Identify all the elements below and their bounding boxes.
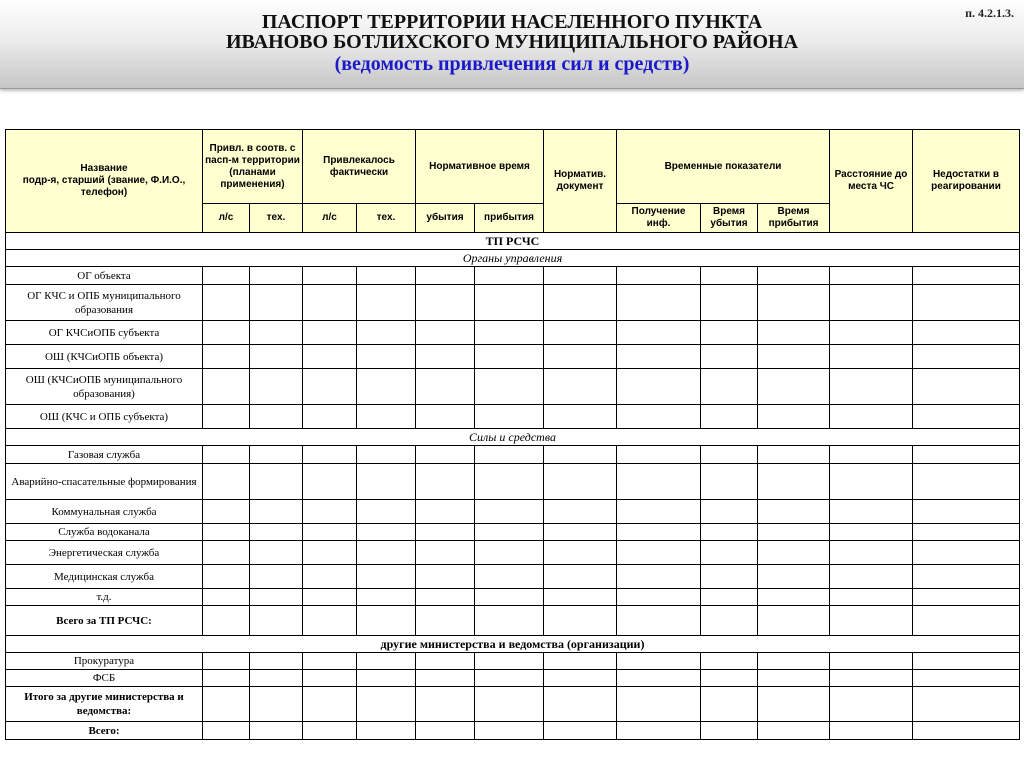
table-cell[interactable] [617,285,701,321]
table-cell[interactable] [830,722,913,740]
table-cell[interactable] [250,653,303,670]
table-cell[interactable] [416,369,475,405]
table-cell[interactable] [913,285,1020,321]
row-label: Энергетическая служба [6,541,203,565]
table-cell[interactable] [357,267,416,285]
table-cell[interactable] [913,722,1020,740]
table-cell[interactable] [475,687,544,722]
col-receive-info: Получение инф. [617,204,701,233]
table-cell[interactable] [758,285,830,321]
title-line-1: ПАСПОРТ ТЕРРИТОРИИ НАСЕЛЕННОГО ПУНКТА [261,11,763,33]
table-row [6,524,1020,541]
table-cell[interactable] [913,369,1020,405]
col-defects-header: Недостатки в реагировании [913,130,1020,233]
table-cell[interactable] [416,589,475,606]
table-cell[interactable] [701,464,758,500]
table-cell[interactable] [617,321,701,345]
table-cell[interactable] [758,606,830,636]
table-cell[interactable] [544,446,617,464]
row-label: Всего за ТП РСЧС: [6,606,203,636]
row-label: ОШ (КЧСиОПБ муниципального образования) [6,369,203,405]
table-cell[interactable] [830,285,913,321]
table-cell[interactable] [617,500,701,524]
table-cell[interactable] [758,687,830,722]
col-departure: убытия [416,204,475,233]
table-cell[interactable] [416,653,475,670]
row-label: Служба водоканала [6,524,203,541]
table-cell[interactable] [758,464,830,500]
table-row [6,565,1020,589]
table-cell[interactable] [830,653,913,670]
table-cell[interactable] [544,285,617,321]
table-cell[interactable] [544,589,617,606]
table-cell[interactable] [250,524,303,541]
table-row [6,285,1020,321]
table-cell[interactable] [617,670,701,687]
table-cell[interactable] [701,541,758,565]
table-cell[interactable] [913,405,1020,429]
table-cell[interactable] [203,565,250,589]
table-cell[interactable] [203,524,250,541]
table-row [6,321,1020,345]
table-cell[interactable] [913,670,1020,687]
table-cell[interactable] [357,541,416,565]
table-cell[interactable] [544,565,617,589]
table-cell[interactable] [758,321,830,345]
table-cell[interactable] [475,267,544,285]
table-cell[interactable] [913,446,1020,464]
table-cell[interactable] [475,321,544,345]
table-cell[interactable] [544,541,617,565]
table-cell[interactable] [416,345,475,369]
row-label: Коммунальная служба [6,500,203,524]
row-label: Итого за другие министерства и ведомства: [6,687,203,722]
table-cell[interactable] [303,589,357,606]
table-cell[interactable] [475,722,544,740]
table-cell[interactable] [303,670,357,687]
table-cell[interactable] [617,653,701,670]
table-cell[interactable] [303,369,357,405]
table-cell[interactable] [357,653,416,670]
table-cell[interactable] [544,722,617,740]
total-other-row [6,687,1020,722]
col-priv-fact-header: Привлекалось фактически [303,130,416,204]
table-cell[interactable] [544,653,617,670]
col-distance-header: Расстояние до места ЧС [830,130,913,233]
table-cell[interactable] [701,267,758,285]
table-cell[interactable] [250,321,303,345]
table-cell[interactable] [544,687,617,722]
table-cell[interactable] [617,345,701,369]
resources-table [5,129,1020,740]
table-cell[interactable] [544,345,617,369]
table-cell[interactable] [544,524,617,541]
table-cell[interactable] [758,345,830,369]
row-label: Прокуратура [6,653,203,670]
row-label: Аварийно-спасательные формирования [6,464,203,500]
table-cell[interactable] [701,369,758,405]
table-cell[interactable] [357,345,416,369]
table-cell[interactable] [203,321,250,345]
table-cell[interactable] [830,606,913,636]
table-cell[interactable] [203,267,250,285]
table-cell[interactable] [250,687,303,722]
table-cell[interactable] [475,670,544,687]
table-cell[interactable] [416,541,475,565]
table-cell[interactable] [303,500,357,524]
col-arrival: прибытия [475,204,544,233]
table-cell[interactable] [303,524,357,541]
table-cell[interactable] [830,464,913,500]
table-cell[interactable] [544,464,617,500]
table-cell[interactable] [830,687,913,722]
table-cell[interactable] [701,606,758,636]
table-cell[interactable] [701,722,758,740]
table-cell[interactable] [830,267,913,285]
row-label: ФСБ [6,670,203,687]
table-cell[interactable] [203,653,250,670]
table-cell[interactable] [203,446,250,464]
table-cell[interactable] [203,606,250,636]
table-cell[interactable] [701,524,758,541]
table-cell[interactable] [544,369,617,405]
table-cell[interactable] [617,405,701,429]
table-cell[interactable] [913,653,1020,670]
table-cell[interactable] [758,369,830,405]
col-time-arrival: Время прибытия [758,204,830,233]
table-cell[interactable] [830,446,913,464]
table-cell[interactable] [357,565,416,589]
table-cell[interactable] [544,321,617,345]
section-tp-rschs [6,233,1020,250]
table-cell[interactable] [416,687,475,722]
table-cell[interactable] [250,565,303,589]
table-cell[interactable] [303,722,357,740]
table-cell[interactable] [758,446,830,464]
col-time-ind-header: Временные показатели [617,130,830,204]
table-cell[interactable] [701,345,758,369]
table-cell[interactable] [203,369,250,405]
row-label: ОГ КЧС и ОПБ муниципального образования [6,285,203,321]
table-cell[interactable] [250,285,303,321]
table-cell[interactable] [617,606,701,636]
table-cell[interactable] [701,687,758,722]
col-teh-fact: тех. [357,204,416,233]
table-cell[interactable] [416,405,475,429]
table-cell[interactable] [416,500,475,524]
table-cell[interactable] [475,446,544,464]
table-cell[interactable] [475,285,544,321]
table-cell[interactable] [913,345,1020,369]
table-cell[interactable] [203,722,250,740]
table-cell[interactable] [250,267,303,285]
table-cell[interactable] [544,267,617,285]
table-cell[interactable] [758,405,830,429]
table-cell[interactable] [617,722,701,740]
col-norm-time-header: Нормативное время [416,130,544,204]
table-cell[interactable] [475,541,544,565]
table-cell[interactable] [250,541,303,565]
table-cell[interactable] [617,369,701,405]
table-cell[interactable] [357,722,416,740]
header-row-1 [6,130,1020,204]
table-cell[interactable] [913,464,1020,500]
table-cell[interactable] [830,500,913,524]
table-cell[interactable] [416,670,475,687]
table-cell[interactable] [758,565,830,589]
table-cell[interactable] [303,446,357,464]
table-cell[interactable] [303,653,357,670]
row-label: ОГ КЧСиОПБ субъекта [6,321,203,345]
row-label: ОГ объекта [6,267,203,285]
table-row [6,446,1020,464]
col-norm-doc-header: Норматив. документ [544,130,617,233]
table-cell[interactable] [416,321,475,345]
table-cell[interactable] [544,500,617,524]
table-row [6,500,1020,524]
table-cell[interactable] [357,589,416,606]
table-cell[interactable] [250,500,303,524]
table-cell[interactable] [416,565,475,589]
col-name-header: Название подр-я, старший (звание, Ф.И.О., телефон) [6,130,203,233]
table-cell[interactable] [701,285,758,321]
row-label: Медицинская служба [6,565,203,589]
section-other-ministries-label: другие министерства и ведомства (организации) [6,636,1020,653]
table-cell[interactable] [357,670,416,687]
table-cell[interactable] [250,345,303,369]
table-cell[interactable] [357,321,416,345]
table-cell[interactable] [544,405,617,429]
table-cell[interactable] [913,565,1020,589]
table-cell[interactable] [203,405,250,429]
table-cell[interactable] [913,589,1020,606]
table-cell[interactable] [758,500,830,524]
table-cell[interactable] [830,589,913,606]
table-cell[interactable] [475,500,544,524]
table-row [6,653,1020,670]
table-cell[interactable] [830,524,913,541]
table-row [6,345,1020,369]
table-cell[interactable] [475,369,544,405]
table-cell[interactable] [357,446,416,464]
table-cell[interactable] [617,524,701,541]
slide-header [0,0,1024,89]
table-row [6,541,1020,565]
table-cell[interactable] [830,345,913,369]
table-cell[interactable] [357,464,416,500]
table-cell[interactable] [617,589,701,606]
table-cell[interactable] [303,321,357,345]
section-organs-label: Органы управления [6,250,1020,267]
table-cell[interactable] [913,541,1020,565]
table-cell[interactable] [250,589,303,606]
table-cell[interactable] [303,285,357,321]
table-cell[interactable] [701,446,758,464]
table-row [6,464,1020,500]
section-reference: п. 4.2.1.3. [965,6,1014,20]
col-ls-plan: л/с [203,204,250,233]
table-cell[interactable] [357,606,416,636]
table-cell[interactable] [913,606,1020,636]
table-cell[interactable] [250,446,303,464]
table-cell[interactable] [617,687,701,722]
table-cell[interactable] [303,405,357,429]
table-cell[interactable] [544,606,617,636]
total-all-row [6,722,1020,740]
table-cell[interactable] [830,369,913,405]
row-label: Газовая служба [6,446,203,464]
table-cell[interactable] [416,722,475,740]
table-cell[interactable] [416,446,475,464]
table-cell[interactable] [303,687,357,722]
table-cell[interactable] [250,405,303,429]
table-cell[interactable] [250,670,303,687]
table-cell[interactable] [203,670,250,687]
table-cell[interactable] [475,524,544,541]
table-cell[interactable] [830,541,913,565]
table-cell[interactable] [303,267,357,285]
table-cell[interactable] [830,670,913,687]
table-cell[interactable] [617,541,701,565]
table-cell[interactable] [617,446,701,464]
table-cell[interactable] [758,670,830,687]
table-cell[interactable] [701,589,758,606]
table-cell[interactable] [203,345,250,369]
table-cell[interactable] [758,722,830,740]
section-forces [6,429,1020,446]
table-cell[interactable] [203,500,250,524]
table-cell[interactable] [303,345,357,369]
table-cell[interactable] [758,541,830,565]
table-cell[interactable] [303,464,357,500]
table-cell[interactable] [250,722,303,740]
table-cell[interactable] [701,321,758,345]
table-cell[interactable] [617,267,701,285]
table-cell[interactable] [357,687,416,722]
row-label: ОШ (КЧСиОПБ объекта) [6,345,203,369]
table-row [6,589,1020,606]
table-row [6,670,1020,687]
table-cell[interactable] [758,653,830,670]
table-cell[interactable] [303,541,357,565]
table-cell[interactable] [701,405,758,429]
table-cell[interactable] [203,541,250,565]
table-cell[interactable] [475,345,544,369]
table-cell[interactable] [357,524,416,541]
table-cell[interactable] [357,405,416,429]
table-cell[interactable] [758,267,830,285]
table-cell[interactable] [475,606,544,636]
table-cell[interactable] [617,464,701,500]
table-cell[interactable] [913,321,1020,345]
table-row [6,267,1020,285]
table-cell[interactable] [357,285,416,321]
title-line-2: ИВАНОВО БОТЛИХСКОГО МУНИЦИПАЛЬНОГО РАЙОНА [225,31,799,53]
table-cell[interactable] [475,653,544,670]
table-cell[interactable] [617,565,701,589]
table-row [6,369,1020,405]
table-cell[interactable] [357,369,416,405]
col-teh-plan: тех. [250,204,303,233]
table-cell[interactable] [475,464,544,500]
table-cell[interactable] [544,670,617,687]
total-tp-row [6,606,1020,636]
table-cell[interactable] [475,405,544,429]
section-forces-label: Силы и средства [6,429,1020,446]
table-cell[interactable] [416,524,475,541]
table-cell[interactable] [701,670,758,687]
table-cell[interactable] [203,589,250,606]
table-cell[interactable] [203,687,250,722]
table-cell[interactable] [416,606,475,636]
table-cell[interactable] [758,589,830,606]
table-cell[interactable] [250,464,303,500]
table-cell[interactable] [913,267,1020,285]
table-cell[interactable] [701,565,758,589]
col-ls-fact: л/с [303,204,357,233]
table-cell[interactable] [913,524,1020,541]
row-label: Всего: [6,722,203,740]
table-cell[interactable] [701,500,758,524]
table-cell[interactable] [357,500,416,524]
table-cell[interactable] [416,285,475,321]
table-cell[interactable] [758,524,830,541]
table-row [6,405,1020,429]
table-cell[interactable] [203,464,250,500]
table-cell[interactable] [303,606,357,636]
table-cell[interactable] [830,321,913,345]
row-label: т.д. [6,589,203,606]
table-cell[interactable] [203,285,250,321]
table-cell[interactable] [250,369,303,405]
table-cell[interactable] [250,606,303,636]
section-other-ministries [6,636,1020,653]
table-cell[interactable] [416,267,475,285]
table-cell[interactable] [303,565,357,589]
col-priv-plan-header: Привл. в соотв. с пасп-м территории (планами применения) [203,130,303,204]
section-organs [6,250,1020,267]
table-cell[interactable] [830,405,913,429]
table-cell[interactable] [913,687,1020,722]
table-cell[interactable] [416,464,475,500]
table-cell[interactable] [475,565,544,589]
table-cell[interactable] [913,500,1020,524]
row-label: ОШ (КЧС и ОПБ субъекта) [6,405,203,429]
col-time-departure: Время убытия [701,204,758,233]
table-cell[interactable] [701,653,758,670]
table-cell[interactable] [475,589,544,606]
table-cell[interactable] [830,565,913,589]
subtitle: (ведомость привлечения сил и средств) [334,53,690,75]
section-tp-rschs-label: ТП РСЧС [6,233,1020,250]
